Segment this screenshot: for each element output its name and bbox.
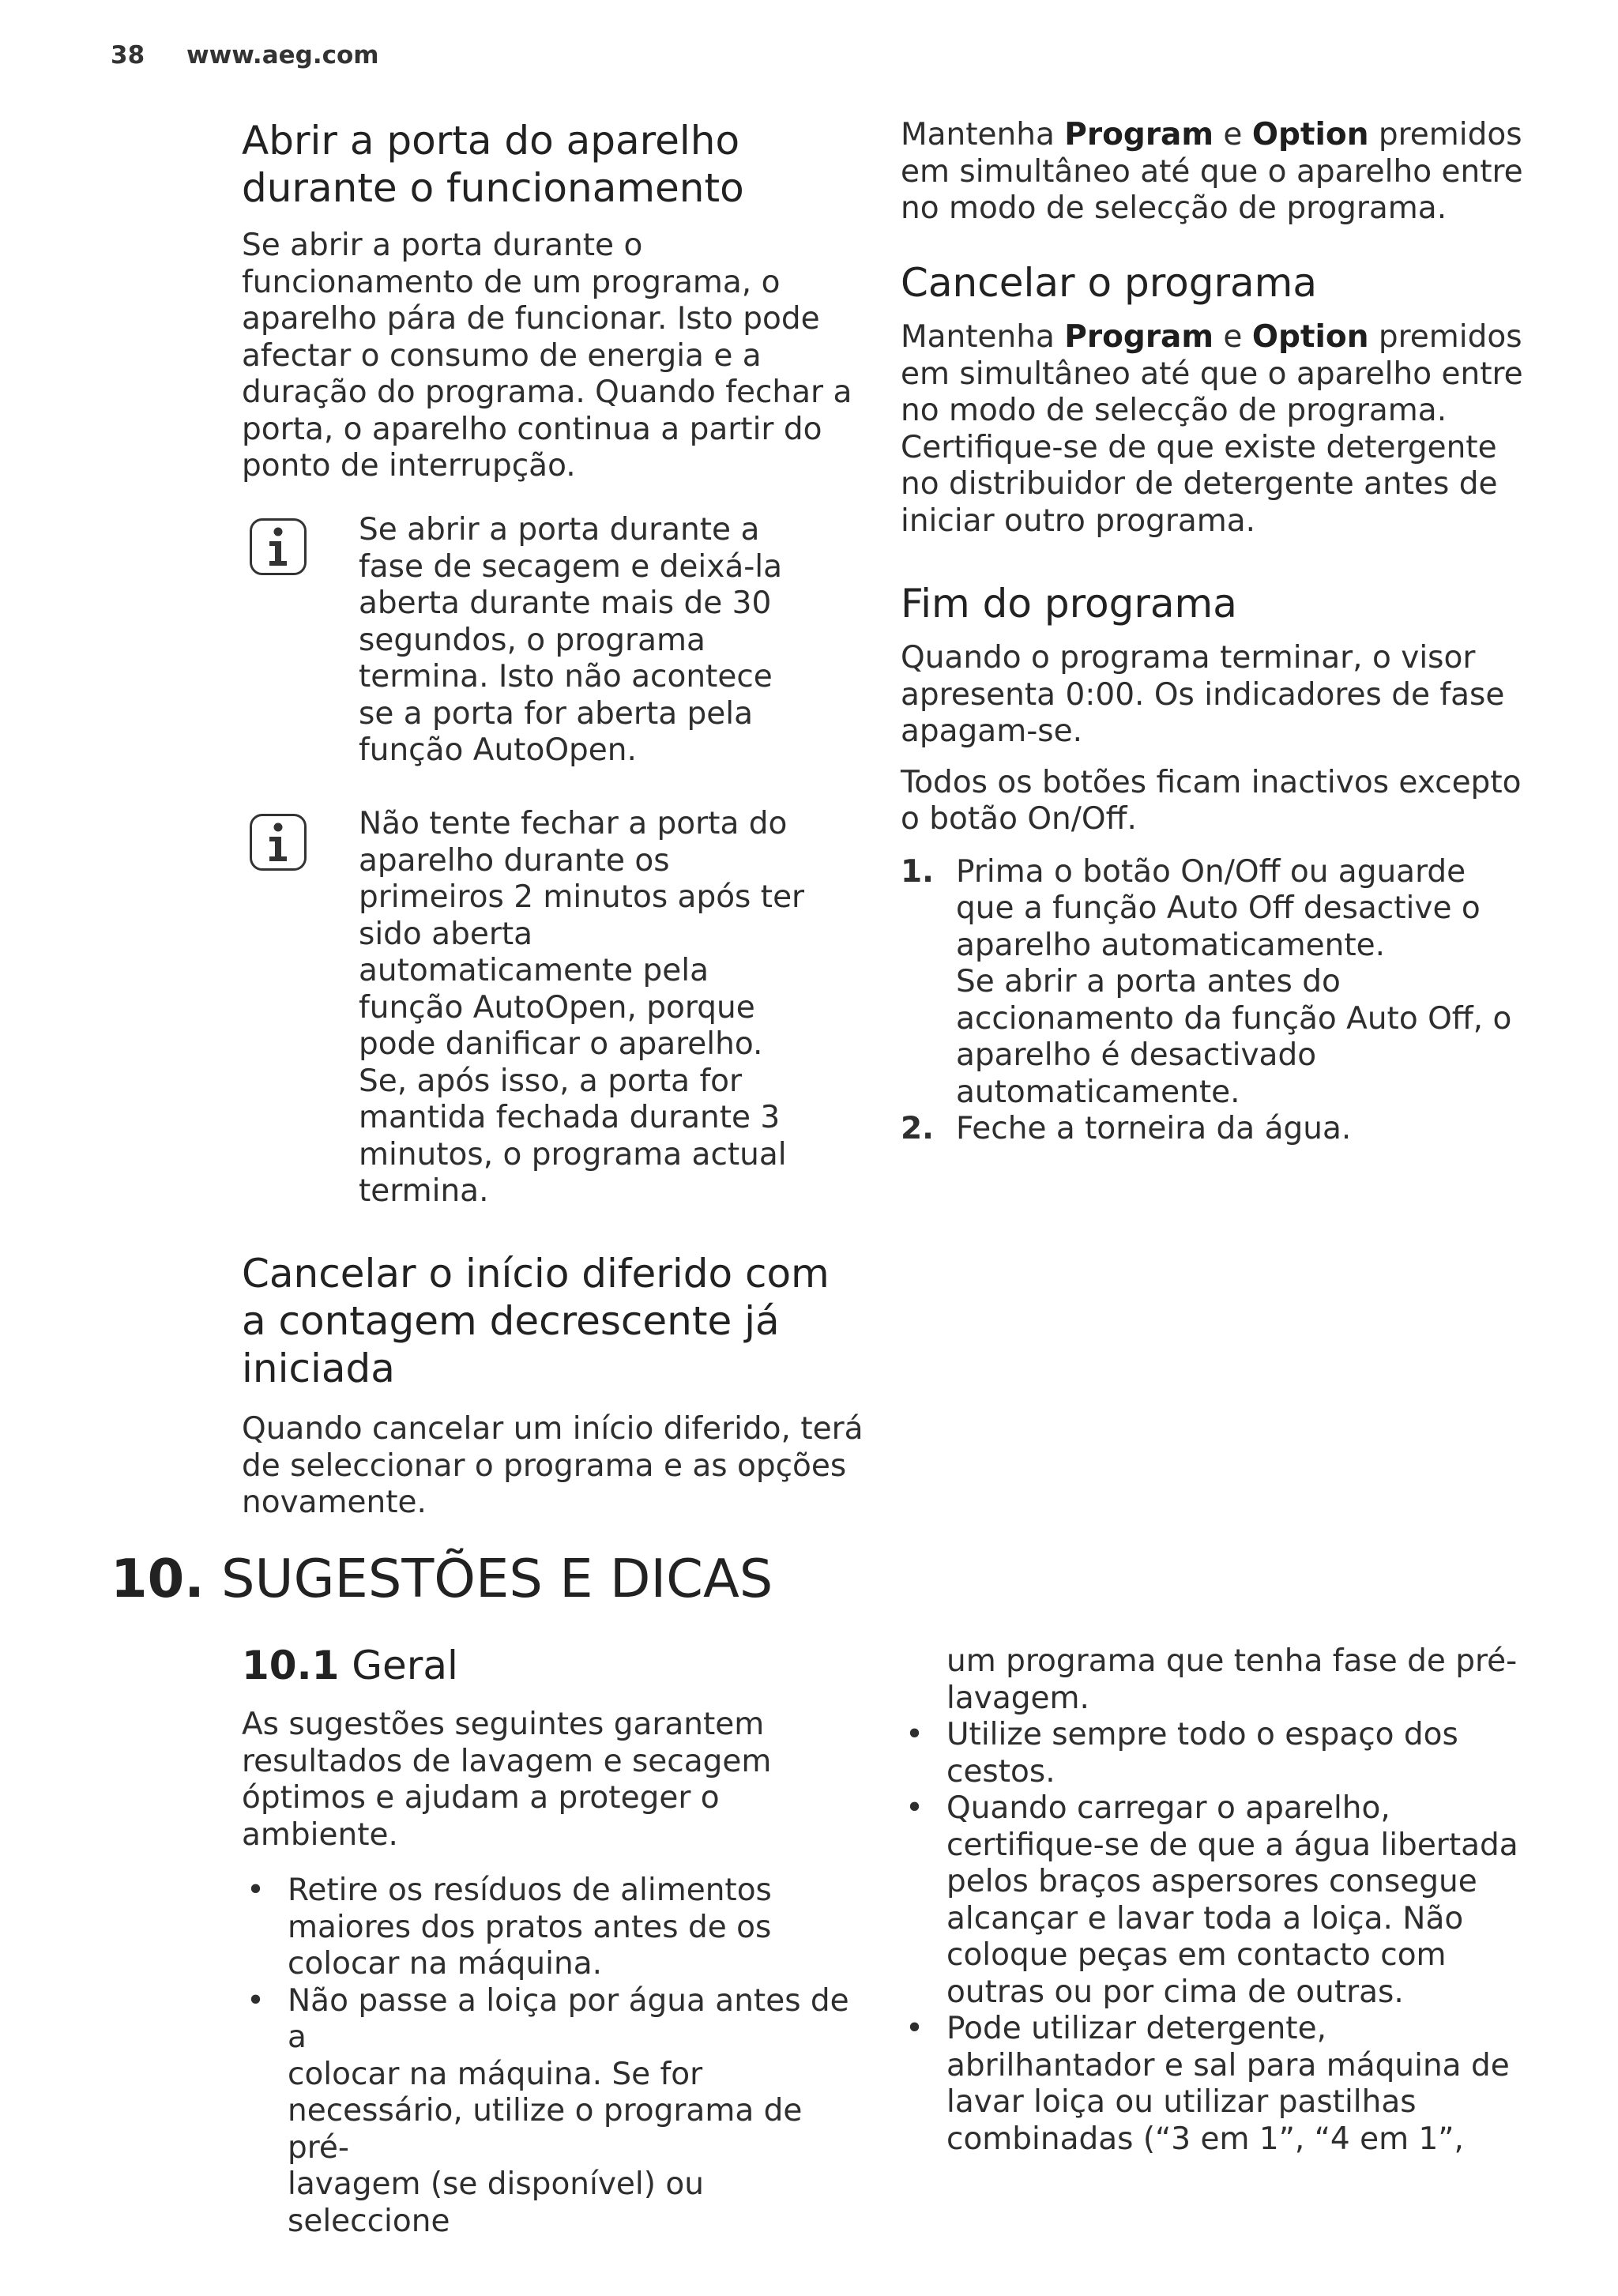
list-item (901, 1111, 1533, 1148)
step-line: Prima o botão On/Off ou aguarde (956, 853, 1466, 890)
body-line: porta, o aparelho continua a partir do (242, 411, 822, 447)
body-line: de seleccionar o programa e as opções (242, 1447, 847, 1484)
title-line: a contagem decrescente já (242, 1298, 780, 1344)
tip-line: necessário, utilize o programa de pré- (288, 2093, 803, 2166)
body-line: resultados de lavagem e secagem (242, 1743, 772, 1779)
section-title: Cancelar o programa (901, 260, 1318, 306)
step-number: 2. (901, 1111, 934, 1146)
end-paragraph-2 (901, 765, 1533, 838)
bullet: • (905, 1717, 924, 1752)
program-button-label: Program (1064, 117, 1214, 152)
text-run: premidos (1368, 319, 1522, 355)
tip-line: pelos braços aspersores consegue (946, 1864, 1477, 1899)
title-line: durante o funcionamento (242, 165, 744, 211)
section-title (242, 117, 858, 212)
tip-line: Retire os resíduos de alimentos (288, 1873, 772, 1908)
section-open-door (242, 117, 858, 485)
note-line: Não tente fechar a porta do (359, 806, 788, 841)
list-item (901, 2011, 1533, 2158)
body-line: Quando cancelar um início diferido, terá (242, 1411, 864, 1447)
note-line: segundos, o programa (359, 622, 706, 658)
body-line: Se abrir a porta durante o (242, 228, 643, 263)
note-line: função AutoOpen, porque (359, 989, 755, 1026)
tip-line: Utilize sempre todo o espaço dos (946, 1717, 1458, 1752)
note-line: se a porta for aberta pela (359, 695, 754, 732)
info-note-drying (359, 512, 833, 770)
body-line: novamente. (242, 1485, 427, 1520)
body-line: Quando o programa terminar, o visor (901, 640, 1476, 676)
section-cancel-program (901, 259, 1533, 540)
section-cancel-delayed-start (242, 1250, 866, 1522)
body-line: duração do programa. Quando fechar a (242, 375, 852, 410)
tip-line: coloque peças em contacto com (946, 1937, 1447, 1973)
text-run: Mantenha (901, 117, 1065, 152)
list-item (242, 1983, 866, 2241)
note-line: Se abrir a porta durante a (359, 512, 760, 548)
section-title: Fim do programa (901, 581, 1237, 627)
tip-line: outras ou por cima de outras. (946, 1974, 1404, 2010)
page-number: 38 (111, 41, 145, 70)
tip-line: certifique-se de que a água libertada (946, 1827, 1518, 1863)
body-line: apresenta 0:00. Os indicadores de fase (901, 676, 1505, 713)
tip-line: lavagem (se disponível) ou seleccione (288, 2166, 704, 2239)
list-item (901, 854, 1533, 1112)
body-line: apagam-se. (901, 713, 1082, 749)
note-line: sido aberta (359, 916, 533, 952)
note-line: primeiros 2 minutos após ter (359, 879, 805, 915)
list-item (901, 1717, 1533, 1790)
note-line: automaticamente pela (359, 953, 709, 988)
title-line: Abrir a porta do aparelho (242, 118, 740, 164)
body-line: iniciar outro programa. (901, 502, 1256, 539)
option-button-label: Option (1251, 319, 1369, 355)
tips-list-right (901, 1717, 1533, 2158)
tip-line: combinadas (“3 em 1”, “4 em 1”, (946, 2121, 1464, 2157)
tips-list-right-container (901, 1643, 1533, 2158)
list-item (901, 1790, 1533, 2011)
end-paragraph-1 (901, 640, 1533, 751)
note-line: fase de secagem e deixá-la (359, 548, 783, 585)
note-line: Se, após isso, a porta for (359, 1063, 743, 1099)
body-line: no distribuidor de detergente antes de (901, 466, 1498, 502)
tips-list-left (242, 1873, 866, 2240)
website-url: www.aeg.com (186, 41, 379, 70)
text-run: Mantenha (901, 319, 1065, 355)
chapter-number: 10. (111, 1548, 205, 1609)
note-line: termina. (359, 1173, 489, 1209)
text-run: e (1214, 319, 1252, 355)
tip-line: Pode utilizar detergente, (946, 2011, 1326, 2046)
info-icon (250, 814, 307, 871)
section-body (901, 319, 1533, 540)
section-end-of-program (901, 580, 1533, 1148)
body-line: As sugestões seguintes garantem (242, 1707, 765, 1742)
note-line: mantida fechada durante 3 (359, 1100, 781, 1135)
program-button-label: Program (1064, 319, 1214, 355)
tip-line: colocar na máquina. (288, 1946, 602, 1982)
note-line: aberta durante mais de 30 (359, 585, 772, 621)
note-line: minutos, o programa actual (359, 1136, 787, 1172)
title-line: Cancelar o início diferido com (242, 1251, 830, 1297)
bullet: • (246, 1982, 265, 2019)
info-note-autoopen (359, 806, 833, 1210)
body-line: óptimos e ajudam a proteger o (242, 1780, 720, 1816)
body-line: o botão On/Off. (901, 801, 1137, 837)
chapter-title (111, 1547, 1533, 1610)
end-steps-list (901, 854, 1533, 1148)
step-line: aparelho é desactivado (956, 1037, 1317, 1073)
body-line: no modo de selecção de programa. (901, 393, 1447, 428)
bullet: • (246, 1873, 265, 1908)
body-line: afectar o consumo de energia e a (242, 337, 762, 374)
step-line: que a função Auto Off desactive o (956, 890, 1481, 926)
step-line: accionamento da função Auto Off, o (956, 1000, 1512, 1037)
note-line: termina. Isto não acontece (359, 659, 773, 694)
section-body (242, 1411, 866, 1522)
body-line: Todos os botões ficam inactivos excepto (901, 764, 1522, 800)
text-run: premidos (1368, 117, 1522, 152)
note-line: função AutoOpen. (359, 732, 637, 768)
note-line: aparelho durante os (359, 842, 670, 879)
tip-line: lavar loiça ou utilizar pastilhas (946, 2084, 1417, 2120)
section-general (242, 1642, 866, 2240)
bullet: • (905, 2011, 924, 2046)
tip-line: Quando carregar o aparelho, (946, 1790, 1390, 1826)
body-line: ambiente. (242, 1816, 398, 1853)
body-line: em simultâneo até que o aparelho entre (901, 153, 1523, 190)
section-name: Geral (352, 1643, 458, 1688)
tip-line: Não passe a loiça por água antes de a (288, 1982, 849, 2055)
section-body (242, 228, 858, 485)
body-line: funcionamento de um programa, o (242, 264, 781, 300)
note-line: pode danificar o aparelho. (359, 1026, 763, 1062)
step-line: aparelho automaticamente. (956, 927, 1386, 963)
body-line: em simultâneo até que o aparelho entre (901, 356, 1523, 392)
tip-line: um programa que tenha fase de pré- (946, 1643, 1518, 1679)
tip-line: colocar na máquina. Se for (288, 2056, 703, 2092)
section-title (242, 1642, 866, 1689)
tip-line: cestos. (946, 1753, 1055, 1790)
section-number: 10.1 (242, 1643, 340, 1688)
text-run: e (1214, 117, 1252, 152)
body-line: ponto de interrupção. (242, 448, 576, 484)
chapter-name: SUGESTÕES E DICAS (221, 1548, 773, 1609)
bullet: • (905, 1790, 924, 1826)
tip-line: alcançar e lavar toda a loiça. Não (946, 1900, 1464, 1937)
step-line: automaticamente. (956, 1074, 1240, 1110)
tip-line: lavagem. (946, 1680, 1089, 1716)
section-title (242, 1250, 866, 1392)
section-intro (242, 1707, 866, 1854)
title-line: iniciada (242, 1346, 395, 1391)
tip-line: maiores dos pratos antes de os (288, 1909, 772, 1945)
tip-line: abrilhantador e sal para máquina de (946, 2047, 1510, 2083)
step-line: Se abrir a porta antes do (956, 964, 1341, 999)
info-icon (250, 518, 307, 575)
option-button-label: Option (1251, 117, 1369, 152)
bullet-continuation (901, 1643, 1533, 1717)
body-line: aparelho pára de funcionar. Isto pode (242, 301, 820, 337)
program-selection-note (901, 117, 1533, 228)
body-line: Certifique-se de que existe detergente (901, 429, 1497, 465)
step-line: Feche a torneira da água. (956, 1111, 1352, 1146)
list-item (242, 1873, 866, 1983)
body-line: no modo de selecção de programa. (901, 190, 1447, 226)
step-number: 1. (901, 853, 934, 890)
